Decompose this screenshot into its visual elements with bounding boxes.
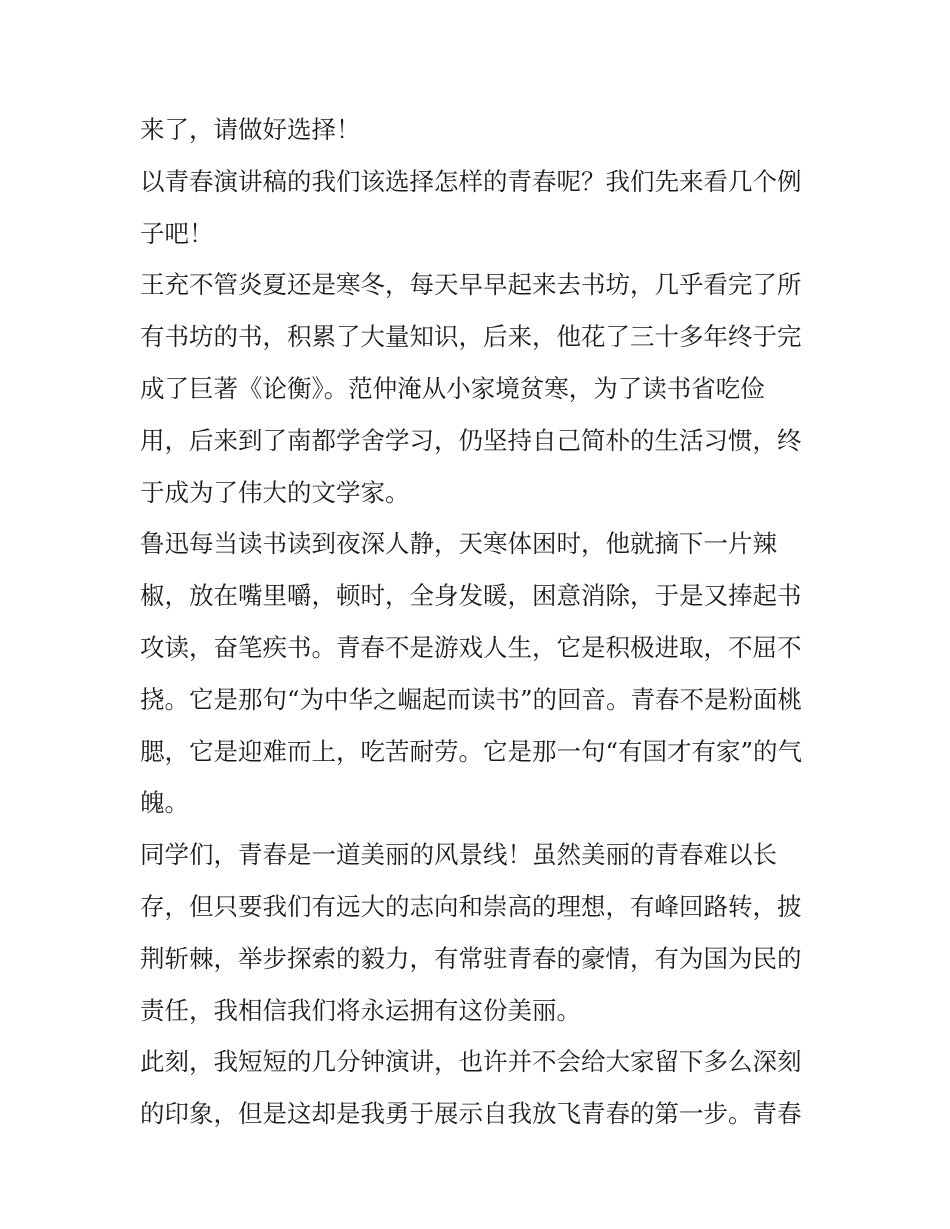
text-line: 椒，放在嘴里嚼，顿时，全身发暖，困意消除，于是又捧起书 — [140, 581, 802, 611]
text-line: 来了，请做好选择！ — [140, 115, 361, 144]
text-line: 王充不管炎夏还是寒冬，每天早早起来去书坊，几乎看完了所 — [140, 270, 802, 300]
text-line: 的印象，但是这却是我勇于展示自我放飞青春的第一步。青春 — [140, 1099, 802, 1129]
text-line: 此刻，我短短的几分钟演讲，也许并不会给大家留下多么深刻 — [140, 1047, 802, 1077]
text-line: 攻读，奋笔疾书。青春不是游戏人生，它是积极进取，不屈不 — [140, 632, 802, 662]
text-line: 子吧！ — [140, 218, 214, 248]
text-line: 存，但只要我们有远大的志向和崇高的理想，有峰回路转，披 — [140, 891, 802, 921]
text-line: 腮，它是迎难而上，吃苦耐劳。它是那一句“有国才有家”的气 — [140, 736, 803, 766]
text-line: 荆斩棘，举步探索的毅力，有常驻青春的豪情，有为国为民的 — [140, 943, 802, 973]
text-line: 鲁迅每当读书读到夜深人静，天寒体困时，他就摘下一片辣 — [140, 529, 777, 559]
text-line: 成了巨著《论衡》。范仲淹从小家境贫寒，为了读书省吃俭 — [140, 373, 765, 403]
text-line: 魄。 — [140, 788, 189, 818]
text-line: 用，后来到了南都学舍学习，仍坚持自己简朴的生活习惯，终 — [140, 425, 802, 455]
text-line: 同学们，青春是一道美丽的风景线！虽然美丽的青春难以长 — [140, 840, 777, 870]
text-line: 责任，我相信我们将永运拥有这份美丽。 — [140, 995, 581, 1025]
text-line: 有书坊的书，积累了大量知识，后来，他花了三十多年终于完 — [140, 322, 802, 352]
text-line: 以青春演讲稿的我们该选择怎样的青春呢？我们先来看几个例 — [140, 166, 802, 196]
text-line: 于成为了伟大的文学家。 — [140, 477, 410, 507]
speech-text-body — [140, 104, 812, 1140]
text-line: 挠。它是那句“为中华之崛起而读书”的回音。青春不是粉面桃 — [140, 684, 803, 714]
